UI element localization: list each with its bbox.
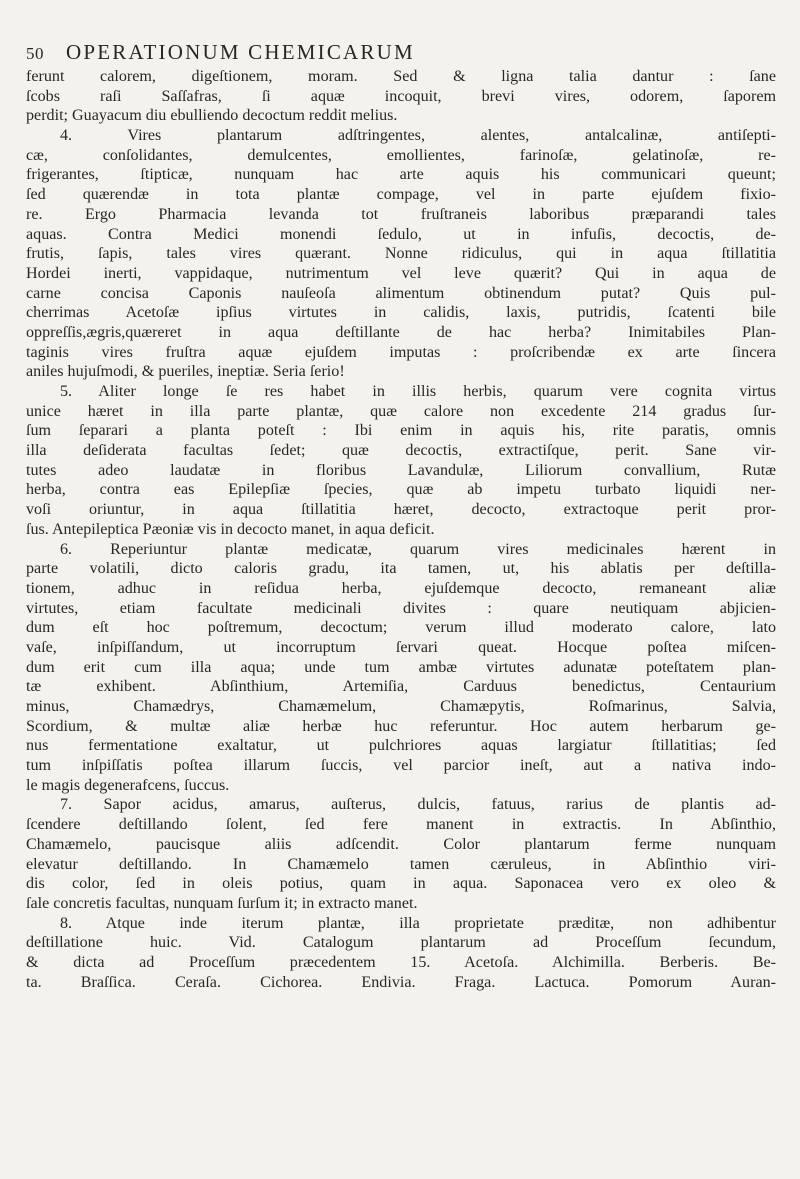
text-line: aniles hujuſmodi, & pueriles, ineptiæ. Seria ſerio!: [26, 363, 345, 381]
page-number: 50: [26, 44, 44, 63]
body-text: [26, 67, 776, 992]
text-line: 8. Atque inde iterum plantæ, illa proprietate præditæ, non adhibentur: [60, 914, 776, 932]
text-line: dis color, ſed in oleis potius, quam in aqua. Saponacea vero ex oleo &: [26, 875, 776, 893]
text-line: carne concisa Caponis nauſeoſa alimentum obtinendum putat? Quis pul-: [26, 284, 776, 302]
text-line: frutis, ſapis, tales vires quærant. Nonne ridiculus, qui in aqua ſtillatitia: [26, 245, 776, 263]
text-line: tutes adeo laudatæ in floribus Lavandulæ, Liliorum convallium, Rutæ: [26, 461, 776, 479]
text-line: taginis vires fruſtra aquæ ejuſdem imputas : proſcribendæ ex arte ſincera: [26, 343, 776, 361]
text-line: ſed quærendæ in tota plantæ compage, vel in parte ejuſdem fixio-: [26, 186, 776, 204]
text-line: tionem, adhuc in reſidua herba, ejuſdemque decocto, remaneant aliæ: [26, 579, 776, 597]
text-line: 6. Reperiuntur plantæ medicatæ, quarum vires medicinales hærent in: [60, 540, 776, 558]
page-header: [26, 40, 786, 66]
text-line: vaſe, inſpiſſandum, ut incorruptum ſervari queat. Hocque poſtea miſcen-: [26, 638, 776, 656]
text-line: dum erit cum illa aqua; unde tum ambæ virtutes adunatæ poteſtatem plan-: [26, 658, 776, 676]
text-line: Hordei inerti, vappidaque, nutrimentum vel leve quærit? Qui in aqua de: [26, 264, 776, 282]
text-line: virtutes, etiam facultate medicinali divites : quare neutiquam abjicien-: [26, 599, 776, 617]
text-line: voſi oriuntur, in aqua ſtillatitia hæret, decocto, extractoque perit pror-: [26, 501, 776, 519]
text-line: minus, Chamædrys, Chamæmelum, Chamæpytis, Roſmarinus, Salvia,: [26, 698, 776, 715]
text-line: dum eſt hoc poſtremum, decoctum; verum illud moderato calore, lato: [26, 619, 776, 637]
text-line: ferunt calorem, digeſtionem, moram. Sed & ligna talia dantur : ſane: [26, 68, 776, 85]
text-line: Chamæmelo, paucisque aliis adſcendit. Color plantarum ferme nunquam: [26, 835, 776, 853]
text-line: & dicta ad Proceſſum præcedentem 15. Acetoſa. Alchimilla. Berberis. Be-: [26, 953, 776, 971]
text-line: ſum ſeparari a planta poteſt : Ibi enim in aquis his, rite paratis, omnis: [26, 422, 776, 440]
running-head: OPERATIONUM CHEMICARUM: [66, 40, 415, 64]
text-line: deſtillatione huic. Vid. Catalogum plantarum ad Proceſſum ſecundum,: [26, 934, 776, 952]
text-line: illa deſiderata facultas ſedet; quæ decoctis, extractiſque, perit. Sane vir-: [26, 442, 776, 460]
text-line: le magis degenerafcens, ſuccus.: [26, 776, 230, 794]
text-line: elevatur deſtillando. In Chamæmelo tamen cæruleus, in Abſinthio viri-: [26, 855, 776, 873]
text-line: Scordium, & multæ aliæ herbæ huc referuntur. Hoc autem herbarum ge-: [26, 717, 776, 735]
text-line: 4. Vires plantarum adſtringentes, alentes, antalcalinæ, antiſepti-: [60, 127, 776, 145]
text-line: tum inſpiſſatis poſtea illarum ſuccis, vel parcior ineſt, aut a nativa indo-: [26, 757, 776, 775]
text-line: re. Ergo Pharmacia levanda tot fruſtraneis laboribus præparandi tales: [26, 205, 776, 223]
text-line: ſus. Antepileptica Pæoniæ vis in decocto manet, in aqua deficit.: [26, 520, 435, 538]
text-line: tæ exhibent. Abſinthium, Artemiſia, Carduus benedictus, Centaurium: [26, 678, 776, 696]
text-line: oppreſſis,ægris,quæreret in aqua deſtillante de hac herba? Inimitabiles Plan-: [26, 323, 776, 341]
text-line: ſcobs raſi Saſſafras, ſi aquæ incoquit, brevi vires, odorem, ſaporem: [26, 87, 776, 105]
text-line: perdit; Guayacum diu ebulliendo decoctum reddit melius.: [26, 107, 398, 125]
text-line: unice hæret in illa parte plantæ, quæ calore non excedente 214 gradus ſur-: [26, 402, 776, 420]
text-line: aquas. Contra Medici monendi ſedulo, ut in infuſis, decoctis, de-: [26, 225, 776, 243]
text-line: ſale concretis facultas, nunquam ſurſum it; in extracto manet.: [26, 894, 418, 912]
text-line: frigerantes, ſtipticæ, nunquam hac arte aquis his communicari queunt;: [26, 166, 776, 184]
text-line: nus fermentatione exaltatur, ut pulchriores aquas largiatur ſtillatitias; ſed: [26, 737, 776, 755]
text-line: 5. Aliter longe ſe res habet in illis herbis, quarum vere cognita virtus: [60, 383, 776, 400]
text-line: parte volatili, dicto caloris gradu, ita tamen, ut, his ablatis per deſtilla-: [26, 560, 776, 578]
text-line: cæ, conſolidantes, demulcentes, emollientes, farinoſæ, gelatinoſæ, re-: [26, 146, 776, 164]
text-line: herba, contra eas Epilepſiæ ſpecies, quæ ab impetu turbato liquidi ner-: [26, 481, 776, 499]
text-line: 7. Sapor acidus, amarus, auſterus, dulcis, fatuus, rarius de plantis ad-: [60, 796, 776, 814]
text-line: cherrimas Acetoſæ ipſius virtutes in calidis, laxis, putridis, ſcatenti bile: [26, 304, 776, 322]
text-line: ſcendere deſtillando ſolent, ſed fere manent in extractis. In Abſinthio,: [26, 816, 776, 834]
text-line: ta. Braſſica. Ceraſa. Cichorea. Endivia. Fraga. Lactuca. Pomorum Auran-: [26, 973, 776, 991]
